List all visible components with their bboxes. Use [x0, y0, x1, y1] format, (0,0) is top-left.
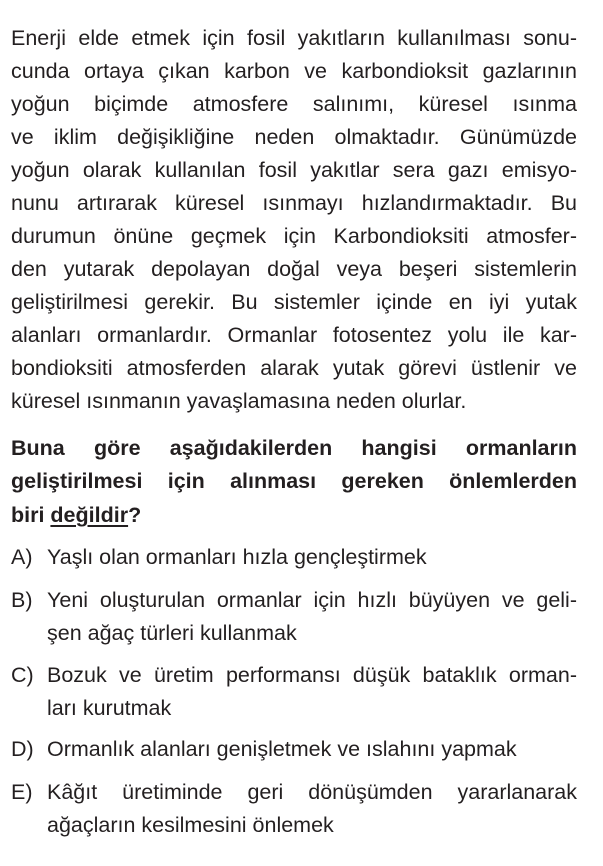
option-text: Kâğıt üretiminde geri dönüşümden yararlanarak — [47, 780, 577, 804]
passage-line: geliştirilmesi gerekir. Bu sistemler içinde en iyi yutak — [11, 290, 577, 314]
passage-line: bondioksiti atmosferden alarak yutak görevi üstlenir ve — [11, 356, 577, 380]
question-mark: ? — [128, 503, 142, 527]
passage-line: alanları ormanlardır. Ormanlar fotosentez yolu ile kar- — [11, 323, 577, 347]
passage-line: ve iklim değişikliğine neden olmaktadır. Günümüzde — [11, 125, 577, 149]
option-text: ağaçların kesilmesini önlemek — [47, 813, 334, 837]
passage-line: nunu artırarak küresel ısınmayı hızlandırmaktadır. Bu — [11, 191, 577, 215]
question-line: geliştirilmesi için alınması gereken önlemlerden — [11, 469, 577, 493]
passage-line: cunda ortaya çıkan karbon ve karbondioksit gazlarının — [11, 59, 577, 83]
passage-line: Enerji elde etmek için fosil yakıtların kullanılması sonu- — [11, 26, 577, 50]
question-line — [11, 499, 577, 531]
option-text: Ormanlık alanları genişletmek ve ıslahını yapmak — [47, 737, 517, 761]
question-text: biri — [11, 503, 51, 527]
option-letter: E) — [11, 780, 33, 804]
option-letter: B) — [11, 588, 33, 612]
passage-line: den yutarak depolayan doğal veya beşeri sistemlerin — [11, 257, 577, 281]
passage-line: yoğun biçimde atmosfere salınımı, küresel ısınma — [11, 92, 577, 116]
passage-line: durumun önüne geçmek için Karbondioksiti atmosfer- — [11, 224, 577, 248]
negation-word: değildir — [50, 503, 129, 527]
option-letter: C) — [11, 663, 34, 687]
option-text: Yeni oluşturulan ormanlar için hızlı büyüyen ve geli- — [47, 588, 577, 612]
question-line: Buna göre aşağıdakilerden hangisi ormanların — [11, 436, 577, 460]
option-text: Bozuk ve üretim performansı düşük bataklık orman- — [47, 663, 577, 687]
option-text: ları kurutmak — [47, 696, 172, 720]
option-text: Yaşlı olan ormanları hızla gençleştirmek — [47, 545, 427, 569]
passage-line: yoğun olarak kullanılan fosil yakıtlar sera gazı emisyo- — [11, 158, 577, 182]
option-letter: A) — [11, 545, 33, 569]
option-text: şen ağaç türleri kullanmak — [47, 621, 297, 645]
passage-line: küresel ısınmanın yavaşlamasına neden olurlar. — [11, 389, 467, 413]
option-letter: D) — [11, 737, 34, 761]
